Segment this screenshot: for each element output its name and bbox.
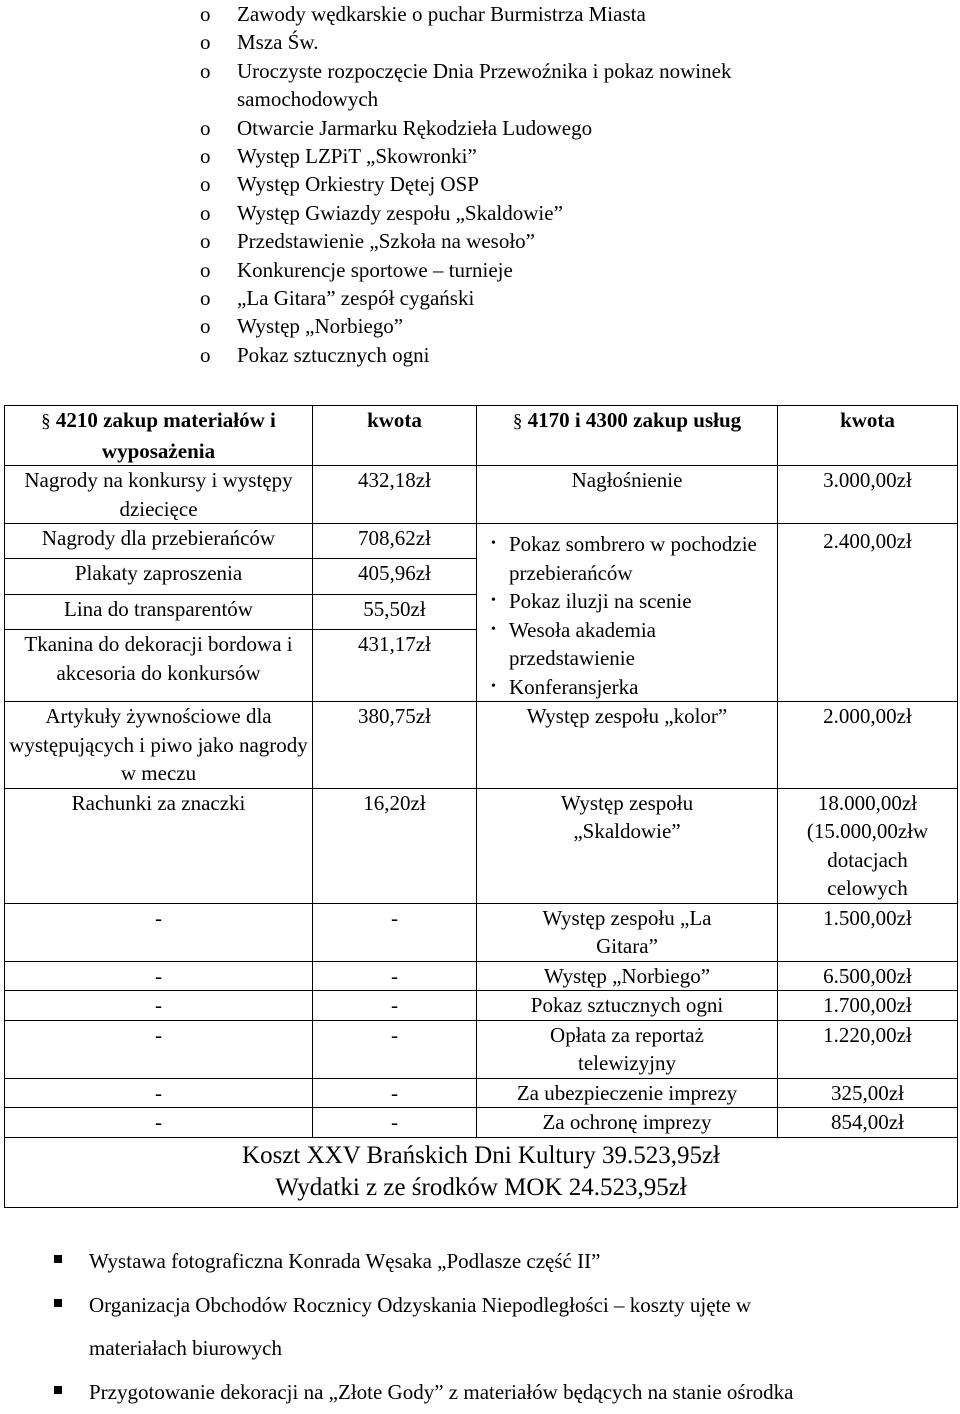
material-amount: 16,20zł bbox=[313, 788, 477, 903]
material-amount: - bbox=[313, 1108, 477, 1138]
square-bullet-icon bbox=[54, 1386, 62, 1394]
program-item: o Msza Św. bbox=[0, 28, 960, 56]
program-item-continuation: samochodowych bbox=[0, 85, 960, 113]
service-amount: 1.500,00zł bbox=[778, 903, 958, 961]
material-item: Nagrody na konkursy i występy dziecięce bbox=[5, 466, 313, 524]
service-item: Nagłośnienie bbox=[477, 466, 778, 524]
service-bullet-list bbox=[477, 524, 778, 702]
program-item: o Przedstawienie „Szkoła na wesoło” bbox=[0, 227, 960, 255]
service-item: Występ „Norbiego” bbox=[477, 961, 778, 991]
list-item: Wystawa fotograficzna Konrada Węsaka „Podlasze część II” bbox=[0, 1240, 960, 1284]
service-item: Występ zespołu „kolor” bbox=[477, 702, 778, 789]
program-item: o Występ „Norbiego” bbox=[0, 312, 960, 340]
budget-table bbox=[4, 405, 958, 1208]
bullet-item: • Pokaz iluzji na scenie bbox=[479, 587, 775, 616]
service-item: Za ubezpieczenie imprezy bbox=[477, 1078, 778, 1108]
table-row bbox=[5, 1108, 958, 1138]
table-total-row bbox=[5, 1137, 958, 1207]
program-item: o Pokaz sztucznych ogni bbox=[0, 341, 960, 369]
circle-bullet-icon: o bbox=[200, 227, 211, 255]
program-item: o Konkurencje sportowe – turnieje bbox=[0, 256, 960, 284]
header-materials bbox=[5, 406, 313, 466]
bullet-icon: • bbox=[491, 530, 509, 587]
bullet-item: • Wesoła akademia przedstawienie bbox=[479, 616, 775, 673]
circle-bullet-icon: o bbox=[200, 341, 211, 369]
mok-expenses: Wydatki z ze środków MOK 24.523,95zł bbox=[7, 1172, 955, 1204]
table-row bbox=[5, 1020, 958, 1078]
service-item: Występ zespołu „Skaldowie” bbox=[477, 788, 778, 903]
table-row bbox=[5, 788, 958, 903]
table-header-row bbox=[5, 406, 958, 466]
material-amount: 405,96zł bbox=[313, 559, 477, 594]
material-amount: - bbox=[313, 903, 477, 961]
service-item: Za ochronę imprezy bbox=[477, 1108, 778, 1138]
service-item: Występ zespołu „La Gitara” bbox=[477, 903, 778, 961]
program-item: o Występ Orkiestry Dętej OSP bbox=[0, 170, 960, 198]
service-amount: 325,00zł bbox=[778, 1078, 958, 1108]
program-item: o Występ LZPiT „Skowronki” bbox=[0, 142, 960, 170]
material-amount: - bbox=[313, 1020, 477, 1078]
program-item: o Otwarcie Jarmarku Rękodzieła Ludowego bbox=[0, 114, 960, 142]
service-amount: 854,00zł bbox=[778, 1108, 958, 1138]
circle-bullet-icon: o bbox=[200, 256, 211, 284]
material-amount: 55,50zł bbox=[313, 594, 477, 629]
material-amount: 431,17zł bbox=[313, 630, 477, 702]
material-amount: 380,75zł bbox=[313, 702, 477, 789]
material-item: - bbox=[5, 961, 313, 991]
section-sign-icon: § bbox=[513, 411, 523, 432]
material-amount: - bbox=[313, 961, 477, 991]
bullet-icon: • bbox=[491, 616, 509, 673]
table-row bbox=[5, 702, 958, 789]
circle-bullet-icon: o bbox=[200, 0, 211, 28]
table-row bbox=[5, 961, 958, 991]
circle-bullet-icon: o bbox=[200, 170, 211, 198]
material-item: Artykuły żywnościowe dla występujących i piwo jako nagrody w meczu bbox=[5, 702, 313, 789]
material-item: - bbox=[5, 903, 313, 961]
circle-bullet-icon: o bbox=[200, 28, 211, 56]
material-item: - bbox=[5, 991, 313, 1021]
material-item: Rachunki za znaczki bbox=[5, 788, 313, 903]
circle-bullet-icon: o bbox=[200, 142, 211, 170]
material-item: Nagrody dla przebierańców bbox=[5, 524, 313, 559]
material-amount: 432,18zł bbox=[313, 466, 477, 524]
bullet-icon: • bbox=[491, 673, 509, 702]
material-amount: - bbox=[313, 991, 477, 1021]
material-amount: 708,62zł bbox=[313, 524, 477, 559]
material-amount: - bbox=[313, 1078, 477, 1108]
header-services bbox=[477, 406, 778, 466]
service-amount: 1.700,00zł bbox=[778, 991, 958, 1021]
material-item: Lina do transparentów bbox=[5, 594, 313, 629]
table-row bbox=[5, 1078, 958, 1108]
bullet-item: • Konferansjerka bbox=[479, 673, 775, 702]
header-materials-label: 4210 zakup materiałów i wyposażenia bbox=[56, 408, 276, 463]
list-item: Przygotowanie dekoracji na „Złote Gody” z materiałów będących na stanie ośrodka bbox=[0, 1371, 960, 1414]
program-item: o Zawody wędkarskie o puchar Burmistrza Miasta bbox=[0, 0, 960, 28]
header-amount-2: kwota bbox=[778, 406, 958, 466]
total-cost: Koszt XXV Brańskich Dni Kultury 39.523,95zł bbox=[7, 1140, 955, 1172]
program-item: o Występ Gwiazdy zespołu „Skaldowie” bbox=[0, 199, 960, 227]
table-row bbox=[5, 524, 958, 559]
event-program-list bbox=[0, 0, 960, 369]
material-item: - bbox=[5, 1108, 313, 1138]
section-sign-icon: § bbox=[41, 411, 51, 432]
material-item: - bbox=[5, 1078, 313, 1108]
bullet-icon: • bbox=[491, 587, 509, 616]
service-amount: 2.000,00zł bbox=[778, 702, 958, 789]
service-amount: 3.000,00zł bbox=[778, 466, 958, 524]
material-item: Tkanina do dekoracji bordowa i akcesoria do konkursów bbox=[5, 630, 313, 702]
square-bullet-icon bbox=[54, 1255, 62, 1263]
table-row bbox=[5, 466, 958, 524]
header-services-label: 4170 i 4300 zakup usług bbox=[528, 408, 742, 432]
material-item: Plakaty zaproszenia bbox=[5, 559, 313, 594]
circle-bullet-icon: o bbox=[200, 199, 211, 227]
circle-bullet-icon: o bbox=[200, 312, 211, 340]
material-item: - bbox=[5, 1020, 313, 1078]
service-amount: 1.220,00zł bbox=[778, 1020, 958, 1078]
list-item: Organizacja Obchodów Rocznicy Odzyskania Niepodległości – koszty ujęte w bbox=[0, 1284, 960, 1328]
square-bullet-icon bbox=[54, 1299, 62, 1307]
program-item: o „La Gitara” zespół cygański bbox=[0, 284, 960, 312]
program-item: o Uroczyste rozpoczęcie Dnia Przewoźnika i pokaz nowinek bbox=[0, 57, 960, 85]
service-amount: 6.500,00zł bbox=[778, 961, 958, 991]
totals-cell bbox=[5, 1137, 958, 1207]
table-row bbox=[5, 991, 958, 1021]
list-item-continuation: materiałach biurowych bbox=[0, 1327, 960, 1371]
service-amount: 2.400,00zł bbox=[778, 524, 958, 702]
bullet-item: • Pokaz sombrero w pochodzie przebierańców bbox=[479, 530, 775, 587]
service-amount: 18.000,00zł (15.000,00złw dotacjach celowych bbox=[778, 788, 958, 903]
header-amount-1: kwota bbox=[313, 406, 477, 466]
circle-bullet-icon: o bbox=[200, 57, 211, 85]
table-row bbox=[5, 903, 958, 961]
circle-bullet-icon: o bbox=[200, 114, 211, 142]
service-item: Pokaz sztucznych ogni bbox=[477, 991, 778, 1021]
activities-list bbox=[0, 1240, 960, 1414]
service-item: Opłata za reportaż telewizyjny bbox=[477, 1020, 778, 1078]
circle-bullet-icon: o bbox=[200, 284, 211, 312]
